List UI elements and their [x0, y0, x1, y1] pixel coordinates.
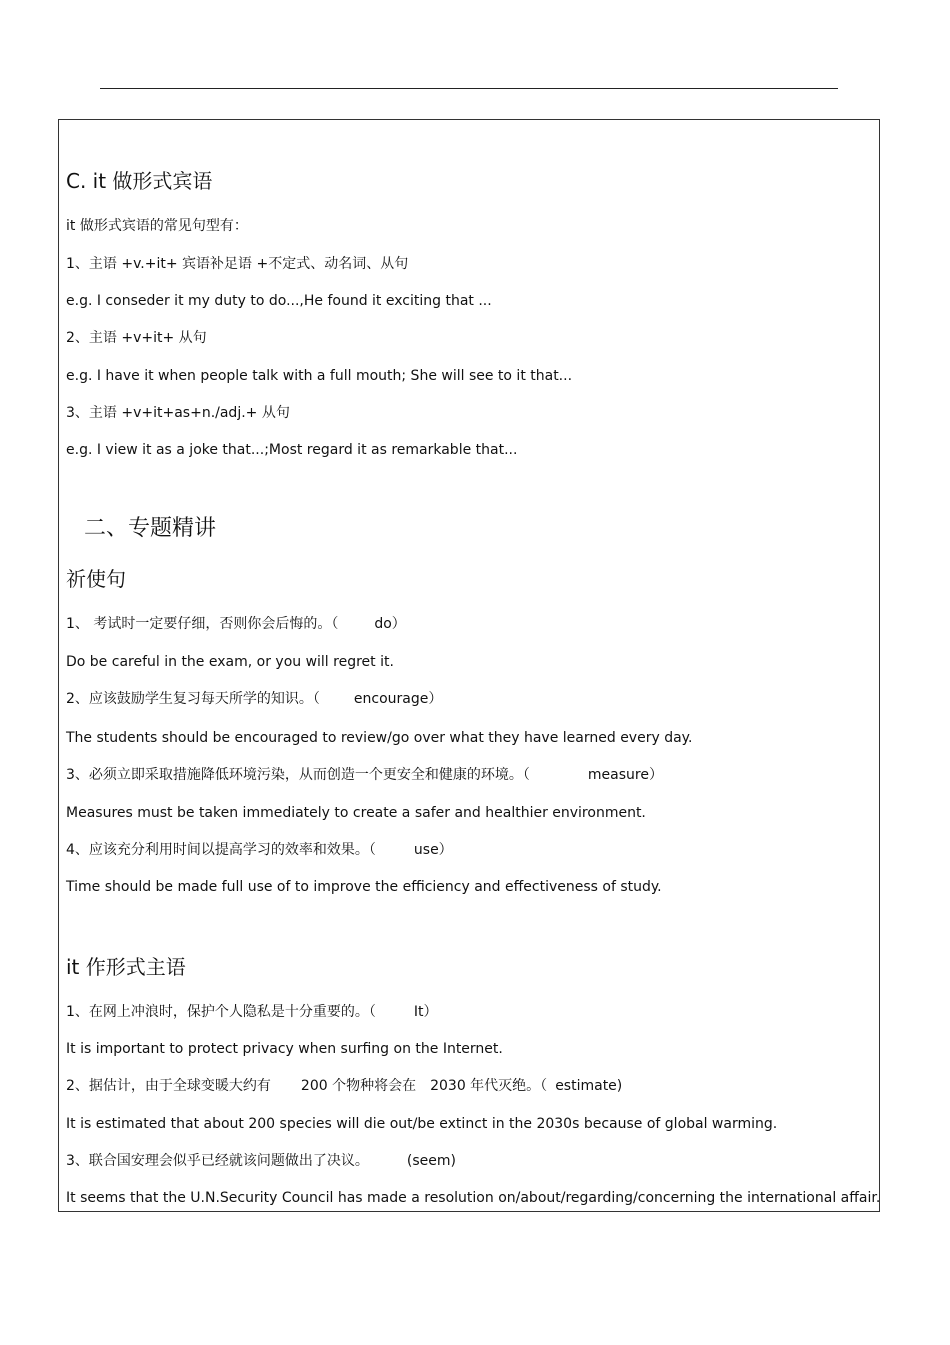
pattern-1: 1、主语 +v.+it+ 宾语补足语 +不定式、动名词、从句	[66, 256, 409, 272]
formal-a3: It seems that the U.N.Security Council has made a resolution on/about/regarding/concerning the international affair.	[66, 1190, 881, 1206]
example-1: e.g. I conseder it my duty to do...,He found it exciting that ...	[66, 293, 492, 309]
formal-a1: It is important to protect privacy when surfing on the Internet.	[66, 1041, 503, 1057]
header-rule	[100, 88, 838, 89]
formal-q2-number: 200 个物种将会在	[300, 1078, 417, 1094]
formal-q2-year: 2030 年代灭绝。（	[430, 1078, 548, 1094]
imperative-q1	[66, 615, 406, 633]
imperative-q4-text: 4、应该充分利用时间以提高学习的效率和效果。（	[66, 842, 376, 858]
formal-q3-hint: (seem)	[406, 1153, 456, 1169]
imperative-q3-hint: measure）	[587, 767, 663, 783]
imperative-q4-hint: use）	[413, 842, 453, 858]
imperative-q1-hint: do）	[374, 616, 406, 632]
formal-subject-title: it 作形式主语	[66, 955, 186, 979]
example-3: e.g. I view it as a joke that...;Most regard it as remarkable that...	[66, 442, 518, 458]
formal-q1	[66, 1003, 438, 1021]
section-2-title: 二、专题精讲	[84, 516, 217, 541]
section-c-title: C. it 做形式宾语	[66, 169, 213, 193]
imperative-a1: Do be careful in the exam, or you will regret it.	[66, 654, 394, 670]
imperative-a3: Measures must be taken immediately to create a safer and healthier environment.	[66, 805, 646, 821]
imperative-a4: Time should be made full use of to improve the efficiency and effectiveness of study.	[66, 879, 662, 895]
formal-q1-hint: It）	[413, 1004, 438, 1020]
imperative-q3	[66, 766, 663, 784]
formal-q1-text: 1、在网上冲浪时，保护个人隐私是十分重要的。（	[66, 1004, 376, 1020]
imperative-q4	[66, 841, 453, 859]
formal-q3-text: 3、联合国安理会似乎已经就该问题做出了决议。	[66, 1153, 369, 1169]
imperative-q3-text: 3、必须立即采取措施降低环境污染，从而创造一个更安全和健康的环境。（	[66, 767, 530, 783]
formal-a2: It is estimated that about 200 species will die out/be extinct in the 2030s because of global warming.	[66, 1116, 778, 1132]
imperative-a2: The students should be encouraged to review/go over what they have learned every day.	[66, 730, 693, 746]
formal-q2	[66, 1077, 622, 1095]
imperative-q2-text: 2、应该鼓励学生复习每天所学的知识。（	[66, 691, 320, 707]
imperative-q2	[66, 690, 442, 708]
imperative-q2-hint: encourage）	[353, 691, 443, 707]
pattern-3: 3、主语 +v+it+as+n./adj.+ 从句	[66, 405, 290, 421]
section-c-intro: it 做形式宾语的常见句型有：	[66, 218, 248, 234]
imperative-q1-text: 1、 考试时一定要仔细，否则你会后悔的。（	[66, 616, 339, 632]
formal-q2-hint: estimate)	[555, 1078, 623, 1094]
pattern-2: 2、主语 +v+it+ 从句	[66, 330, 207, 346]
example-2: e.g. I have it when people talk with a full mouth; She will see to it that...	[66, 368, 573, 384]
imperative-title: 祈使句	[66, 567, 126, 591]
formal-q3	[66, 1152, 456, 1170]
formal-q2-text: 2、据估计，由于全球变暖大约有	[66, 1078, 271, 1094]
